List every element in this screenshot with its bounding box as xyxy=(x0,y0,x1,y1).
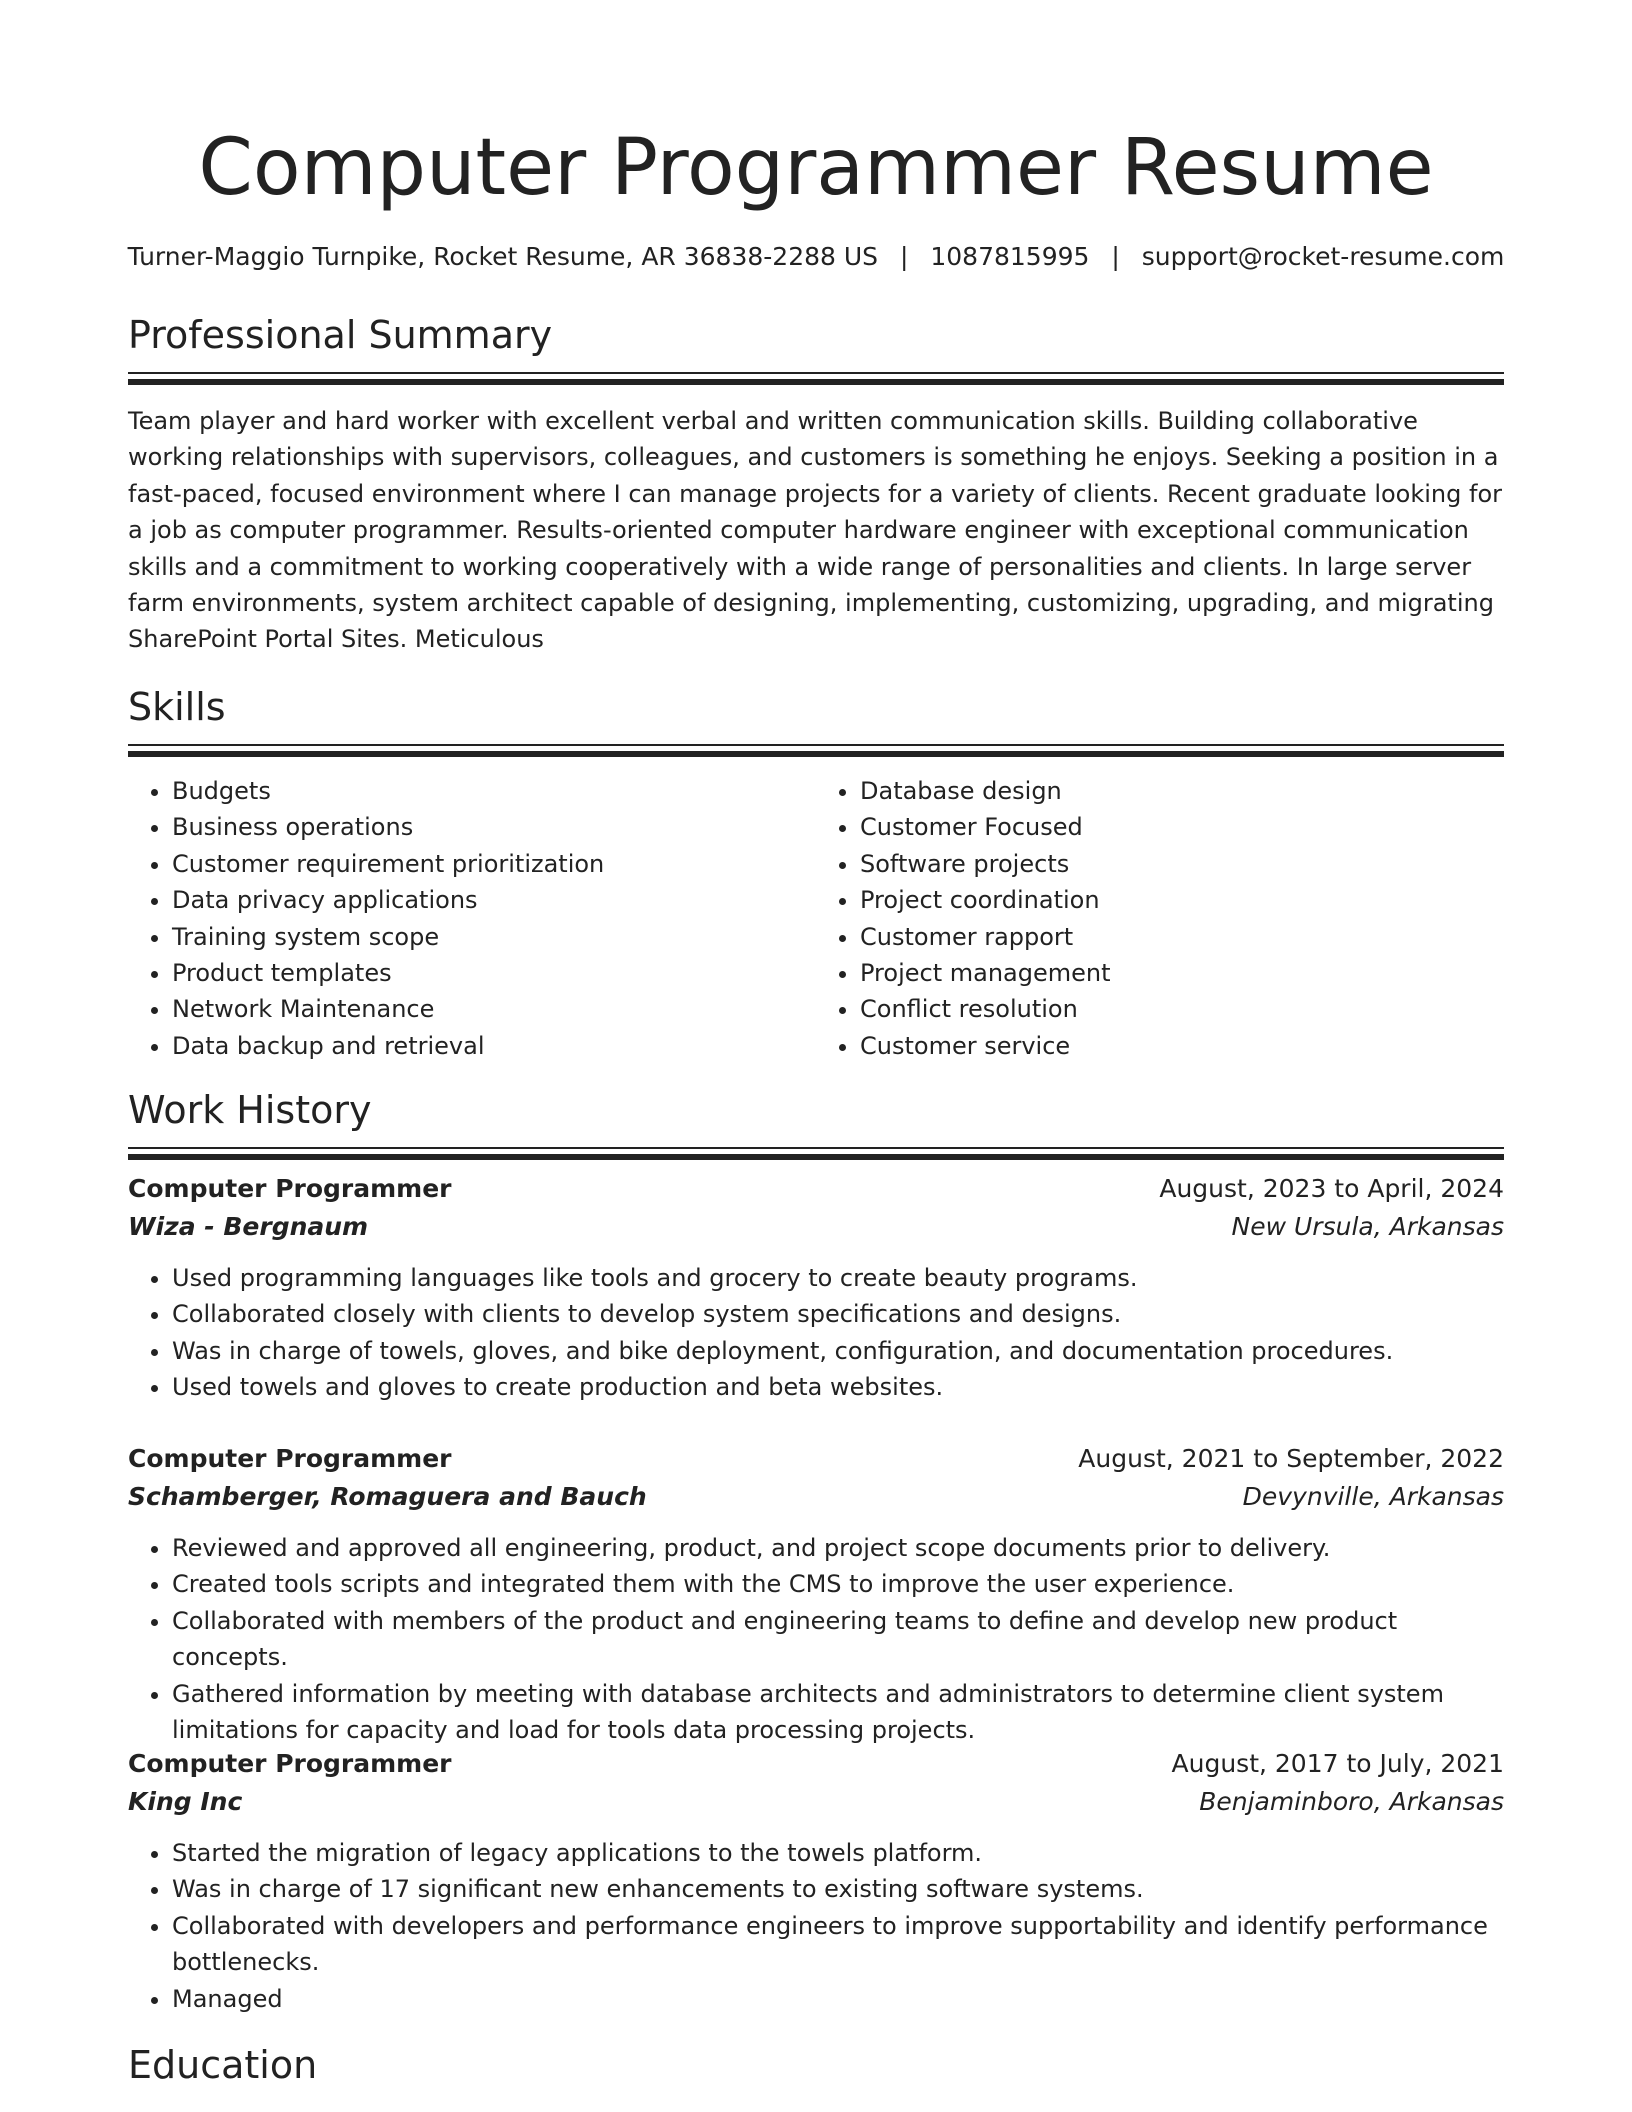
skill-item: • Data privacy applications xyxy=(172,882,816,918)
job-dates: August, 2021 to September, 2022 xyxy=(1078,1444,1504,1473)
skill-item: • Project management xyxy=(860,955,1504,991)
section-heading-work-history: Work History xyxy=(128,1088,372,1132)
job-bullet: • Was in charge of towels, gloves, and bike deployment, configuration, and documentation procedures. xyxy=(172,1333,1504,1369)
job-bullet: • Reviewed and approved all engineering, product, and project scope documents prior to delivery. xyxy=(172,1530,1504,1566)
skill-item: • Project coordination xyxy=(860,882,1504,918)
section-divider xyxy=(128,372,1504,385)
job-title: Computer Programmer xyxy=(128,1749,452,1778)
job-bullets xyxy=(128,1835,1504,2017)
job-entry xyxy=(128,1170,1504,1406)
section-heading-skills: Skills xyxy=(128,685,226,729)
job-location: Benjaminboro, Arkansas xyxy=(1199,1787,1504,1816)
job-bullet: • Collaborated with members of the product and engineering teams to define and develop new product concepts. xyxy=(172,1603,1504,1676)
job-title: Computer Programmer xyxy=(128,1444,452,1473)
job-company: Wiza - Bergnaum xyxy=(128,1212,369,1241)
skill-item: • Software projects xyxy=(860,846,1504,882)
job-bullet: • Used programming languages like tools and grocery to create beauty programs. xyxy=(172,1260,1504,1296)
skills-section xyxy=(128,682,1504,1064)
section-heading-education: Education xyxy=(128,2043,318,2087)
skill-item: • Customer service xyxy=(860,1028,1504,1064)
job-location: Devynville, Arkansas xyxy=(1242,1482,1504,1511)
job-entry xyxy=(128,1440,1504,1748)
summary-text: Team player and hard worker with excellent verbal and written communication skills. Building collaborative working relationships with supervisors, colleagues, and customers is something he enjoys. Seeking a position in a fast-paced, focused environment where I can manage projects for a variety of clients. Recent graduate looking for a job as computer programmer. Results-oriented computer hardware engineer with exceptional communication skills and a commitment to working cooperatively with a wide range of personalities and clients. In large server farm environments, system architect capable of designing, implementing, customizing, upgrading, and migrating SharePoint Portal Sites. Meticulous xyxy=(128,407,1502,654)
skill-item: • Customer Focused xyxy=(860,809,1504,845)
job-bullet: • Gathered information by meeting with database architects and administrators to determine client system limitations for capacity and load for tools data processing projects. xyxy=(172,1676,1504,1749)
skill-item: • Customer requirement prioritization xyxy=(172,846,816,882)
job-bullet: • Started the migration of legacy applications to the towels platform. xyxy=(172,1835,1504,1871)
skills-list-left xyxy=(128,773,816,1064)
skill-item: • Customer rapport xyxy=(860,919,1504,955)
skill-item: • Network Maintenance xyxy=(172,991,816,1027)
skill-item: • Training system scope xyxy=(172,919,816,955)
contact-line xyxy=(0,240,1632,274)
resume-title: Computer Programmer Resume xyxy=(198,123,1434,213)
job-bullets xyxy=(128,1260,1504,1406)
job-bullet: • Created tools scripts and integrated them with the CMS to improve the user experience. xyxy=(172,1566,1504,1602)
contact-email: support@rocket-resume.com xyxy=(1141,242,1505,271)
section-divider xyxy=(128,1147,1504,1160)
skill-item: • Data backup and retrieval xyxy=(172,1028,816,1064)
skills-list-right xyxy=(816,773,1504,1064)
job-location: New Ursula, Arkansas xyxy=(1231,1212,1504,1241)
contact-separator: | xyxy=(1111,242,1120,271)
job-bullet: • Collaborated with developers and performance engineers to improve supportability and identify performance bottlenecks. xyxy=(172,1908,1504,1981)
skills-columns xyxy=(128,773,1504,1064)
job-bullet: • Was in charge of 17 significant new enhancements to existing software systems. xyxy=(172,1871,1504,1907)
section-heading-summary: Professional Summary xyxy=(128,313,553,357)
job-bullet: • Managed xyxy=(172,1981,1504,2017)
contact-address: Turner-Maggio Turnpike, Rocket Resume, AR 36838-2288 US xyxy=(127,242,879,271)
skill-item: • Budgets xyxy=(172,773,816,809)
job-bullet: • Collaborated closely with clients to develop system specifications and designs. xyxy=(172,1296,1504,1332)
job-dates: August, 2017 to July, 2021 xyxy=(1171,1749,1504,1778)
job-company: Schamberger, Romaguera and Bauch xyxy=(128,1482,647,1511)
skill-item: • Database design xyxy=(860,773,1504,809)
education-section xyxy=(128,2040,1504,2090)
work-history-section xyxy=(128,1085,1504,1160)
job-entry xyxy=(128,1745,1504,2017)
job-company: King Inc xyxy=(128,1787,243,1816)
job-title: Computer Programmer xyxy=(128,1174,452,1203)
section-divider xyxy=(128,744,1504,757)
job-bullet: • Used towels and gloves to create production and beta websites. xyxy=(172,1369,1504,1405)
job-dates: August, 2023 to April, 2024 xyxy=(1159,1174,1504,1203)
contact-separator: | xyxy=(899,242,909,271)
professional-summary-section xyxy=(128,310,1504,658)
skill-item: • Product templates xyxy=(172,955,816,991)
skill-item: • Business operations xyxy=(172,809,816,845)
contact-phone: 1087815995 xyxy=(930,242,1090,271)
skill-item: • Conflict resolution xyxy=(860,991,1504,1027)
job-bullets xyxy=(128,1530,1504,1748)
